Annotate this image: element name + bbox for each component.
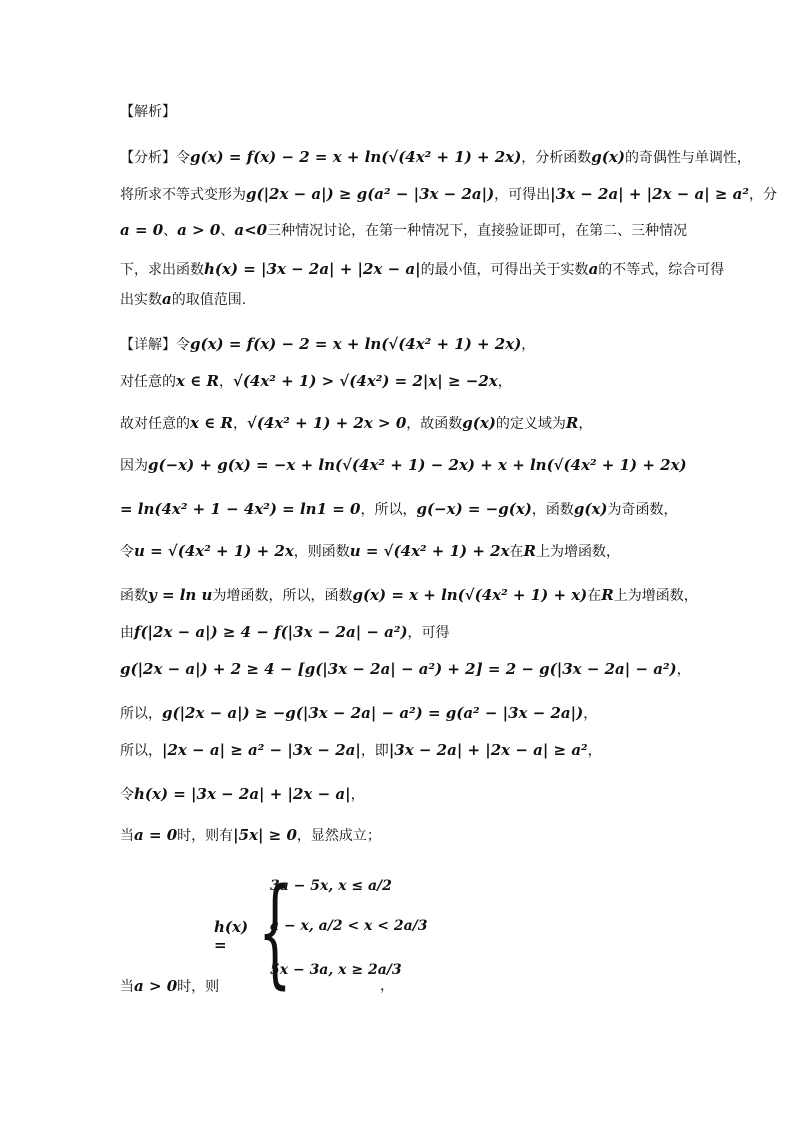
- formula: g(x): [462, 414, 496, 432]
- analysis-line-5: 出实数a的取值范围.: [120, 290, 247, 308]
- formula: R: [523, 542, 536, 560]
- formula: g(x) = f(x) − 2 = x + ln(√(4x² + 1) + 2x): [190, 335, 522, 353]
- formula: h(x) = |3x − 2a| + |2x − a|: [204, 260, 421, 278]
- formula: R: [601, 586, 614, 604]
- formula: g(x) = f(x) − 2 = x + ln(√(4x² + 1) + 2x): [190, 148, 522, 166]
- formula: u = √(4x² + 1) + 2x: [134, 542, 294, 560]
- case-3: 5x − 3a, x ≥ 2a/3: [270, 962, 402, 978]
- detail-line-12: 令h(x) = |3x − 2a| + |2x − a|，: [120, 785, 365, 803]
- formula: h(x) = |3x − 2a| + |2x − a|: [134, 785, 351, 803]
- analysis-line-2: 将所求不等式变形为g(|2x − a|) ≥ g(a² − |3x − 2a|)，可得出|3x − 2a| + |2x − a| ≥ a²，分: [120, 185, 777, 203]
- detail-line-11: 所以，|2x − a| ≥ a² − |3x − 2a|，即|3x − 2a| + |2x − a| ≥ a²，: [120, 741, 602, 759]
- formula: g(|2x − a|) ≥ g(a² − |3x − 2a|): [246, 185, 495, 203]
- detail-line-7: 函数y = ln u为增函数，所以，函数g(x) = x + ln(√(4x² + 1) + x)在R上为增函数，: [120, 586, 698, 604]
- formula: |5x| ≥ 0: [233, 826, 297, 844]
- formula: √(4x² + 1) > √(4x²) = 2|x| ≥ −2x: [232, 372, 498, 390]
- analysis-line-1: 【分析】令g(x) = f(x) − 2 = x + ln(√(4x² + 1) + 2x)，分析函数g(x)的奇偶性与单调性，: [120, 148, 751, 166]
- left-brace: {: [258, 862, 292, 1000]
- formula: √(4x² + 1) + 2x > 0: [246, 414, 407, 432]
- formula: u = √(4x² + 1) + 2x: [349, 542, 510, 560]
- detail-line-2: 对任意的x ∈ R，√(4x² + 1) > √(4x²) = 2|x| ≥ −2x，: [120, 372, 512, 390]
- formula: |2x − a| ≥ a² − |3x − 2a|: [162, 741, 361, 759]
- formula: |3x − 2a| + |2x − a| ≥ a²: [388, 741, 588, 759]
- formula: a<0: [234, 221, 268, 239]
- trailing-comma: ，: [380, 978, 394, 994]
- detail-line-9: g(|2x − a|) + 2 ≥ 4 − [g(|3x − 2a| − a²) + 2] = 2 − g(|3x − 2a| − a²)，: [120, 660, 691, 678]
- detail-line-13: 当a = 0时，则有|5x| ≥ 0，显然成立；: [120, 826, 381, 844]
- formula: |3x − 2a| + |2x − a| ≥ a²: [550, 185, 749, 203]
- formula: a: [588, 260, 599, 278]
- formula: a = 0: [134, 826, 178, 844]
- formula: g(−x) = −g(x): [416, 500, 532, 518]
- section-heading: 【解析】: [120, 104, 176, 120]
- case-2: a − x, a/2 < x < 2a/3: [270, 918, 428, 934]
- formula: y = ln u: [148, 586, 213, 604]
- formula: a: [162, 290, 172, 308]
- piecewise-lhs: h(x) =: [214, 918, 249, 954]
- formula: a > 0: [134, 977, 178, 995]
- formula: f(|2x − a|) ≥ 4 − f(|3x − 2a| − a²): [134, 623, 408, 641]
- detail-line-4: 因为g(−x) + g(x) = −x + ln(√(4x² + 1) − 2x) + x + ln(√(4x² + 1) + 2x): [120, 456, 687, 474]
- formula: g(|2x − a|) + 2 ≥ 4 − [g(|3x − 2a| − a²) + 2] = 2 − g(|3x − 2a| − a²): [120, 660, 677, 678]
- formula: x ∈ R: [190, 414, 233, 432]
- formula: g(x): [573, 500, 608, 518]
- formula: g(−x) + g(x) = −x + ln(√(4x² + 1) − 2x) + x + ln(√(4x² + 1) + 2x): [148, 456, 687, 474]
- formula: a = 0: [120, 221, 164, 239]
- detail-line-8: 由f(|2x − a|) ≥ 4 − f(|3x − 2a| − a²)，可得: [120, 623, 450, 641]
- formula: g(|2x − a|) ≥ −g(|3x − 2a| − a²) = g(a² − |3x − 2a|): [162, 704, 584, 722]
- detail-line-5: = ln(4x² + 1 − 4x²) = ln1 = 0，所以，g(−x) = −g(x)，函数g(x)为奇函数，: [120, 500, 678, 518]
- analysis-line-3: a = 0、a > 0、a<0三种情况讨论，在第一种情况下，直接验证即可，在第二、三种情况: [120, 221, 688, 239]
- detail-line-14: 当a > 0时，则: [120, 977, 220, 995]
- formula: = ln(4x² + 1 − 4x²) = ln1 = 0: [120, 500, 361, 518]
- formula: g(x) = x + ln(√(4x² + 1) + x): [352, 586, 588, 604]
- detail-line-1: 【详解】令g(x) = f(x) − 2 = x + ln(√(4x² + 1) + 2x)，: [120, 335, 536, 353]
- case-1: 3a − 5x, x ≤ a/2: [270, 878, 392, 894]
- formula: a > 0: [177, 221, 221, 239]
- formula: g(x): [591, 148, 625, 166]
- detail-line-3: 故对任意的x ∈ R，√(4x² + 1) + 2x > 0，故函数g(x)的定义域为R，: [120, 414, 593, 432]
- formula: x ∈ R: [176, 372, 219, 390]
- analysis-line-4: 下，求出函数h(x) = |3x − 2a| + |2x − a|的最小值，可得出关于实数a的不等式，综合可得: [120, 260, 725, 278]
- detail-line-10: 所以，g(|2x − a|) ≥ −g(|3x − 2a| − a²) = g(a² − |3x − 2a|)，: [120, 704, 598, 722]
- formula: R: [565, 414, 579, 432]
- detail-line-6: 令u = √(4x² + 1) + 2x，则函数u = √(4x² + 1) + 2x在R上为增函数，: [120, 542, 620, 560]
